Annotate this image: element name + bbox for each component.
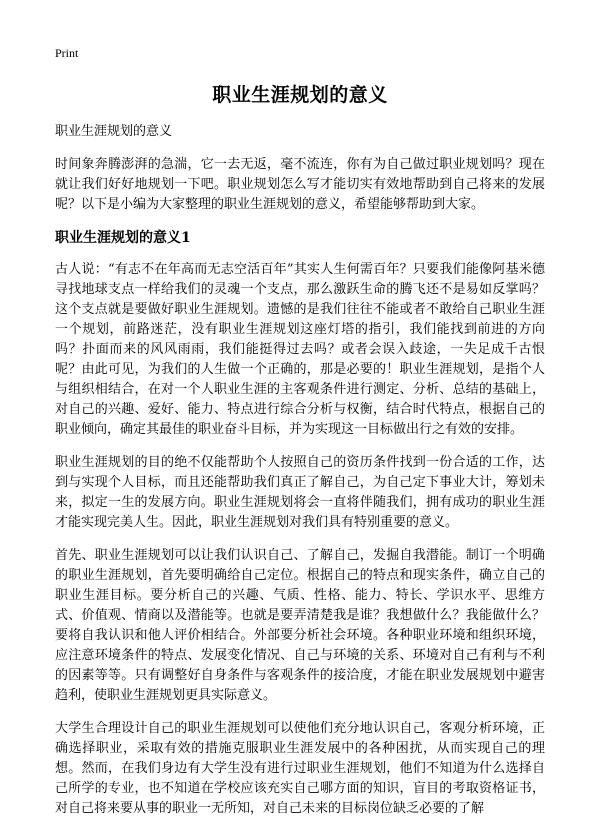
document-subtitle: 职业生涯规划的意义 xyxy=(55,124,173,139)
section-heading: 职业生涯规划的意义1 xyxy=(55,230,191,246)
print-link[interactable]: Print xyxy=(55,46,79,60)
body-paragraph-1: 古人说：“有志不在年高而无志空活百年”其实人生何需百年？只要我们能像阿基米德寻找地球支点一样给我们的灵魂一个支点，那么激跃生命的腾飞还不是易如反掌吗？这个支点就是要做好职业生涯规划。遗憾的是我们往往不能或者不敢给自己职业生涯一个规划，前路迷茫，没有职业生涯规划这座灯塔的指引，我们能找到前进的方向吗？扑面而来的风风雨雨，我们能挺得过去吗？或者会误入歧途，一失足成千古恨呢？由此可见，为我们的人生做一个正确的，那是必要的！职业生涯规划，是指个人与组织相结合，在对一个人职业生涯的主客观条件进行测定、分析、总结的基础上，对自己的兴趣、爱好、能力、特点进行综合分析与权衡，结合时代特点，根据自己的职业倾向，确定其最佳的职业奋斗目标，并为实现这一目标做出行之有效的安排。 xyxy=(55,262,545,437)
document-title: 职业生涯规划的意义 xyxy=(212,84,388,106)
body-paragraph-4: 大学生合理设计自己的职业生涯规划可以使他们充分地认识自己，客观分析环境，正确选择职业，采取有效的措施克服职业生涯发展中的各种困扰，从而实现自己的理想。然而，在我们身边有大学生没有进行过职业生涯规划，他们不知道为什么选择自己所学的专业，也不知道在学校应该充实自己哪方面的知识，盲目的考取资格证书，对自己将来要从事的职业一无所知，对自己未来的目标岗位缺乏必要的了解 xyxy=(55,721,545,816)
document-body xyxy=(55,122,545,828)
intro-paragraph: 时间象奔腾澎湃的急湍，它一去无返，毫不流连，你有为自己做过职业规划吗？现在就让我们好好地规划一下吧。职业规划怎么写才能切实有效地帮助到自己将来的发展呢？以下是小编为大家整理的职业生涯规划的意义，希望能够帮助到大家。 xyxy=(55,157,545,212)
body-paragraph-3: 首先、职业生涯规划可以让我们认识自己、了解自己，发掘自我潜能。制订一个明确的职业生涯规划，首先要明确给自己定位。根据自己的特点和现实条件，确立自己的职业生涯目标。要分析自己的兴趣、气质、性格、能力、特长、学识水平、思维方式、价值观、情商以及潜能等。也就是要弄清楚我是谁？我想做什么？我能做什么？要将自我认识和他人评价相结合。外部要分析社会环境。各种职业环境和组织环境，应注意环境条件的特点、发展变化情况、自己与环境的关系、环境对自己有利与不利的因素等等。只有调整好自身条件与客观条件的接洽度，才能在职业发展规划中避害趋利，使职业生涯规划更具实际意义。 xyxy=(55,548,545,703)
body-paragraph-2: 职业生涯规划的目的绝不仅能帮助个人按照自己的资历条件找到一份合适的工作，达到与实现个人目标，而且还能帮助我们真正了解自己，为自己定下事业大计，筹划未来，拟定一生的发展方向。职业生涯规划将会一直将伴随我们，拥有成功的职业生涯才能实现完美人生。因此，职业生涯规划对我们具有特别重要的意义。 xyxy=(55,455,545,530)
